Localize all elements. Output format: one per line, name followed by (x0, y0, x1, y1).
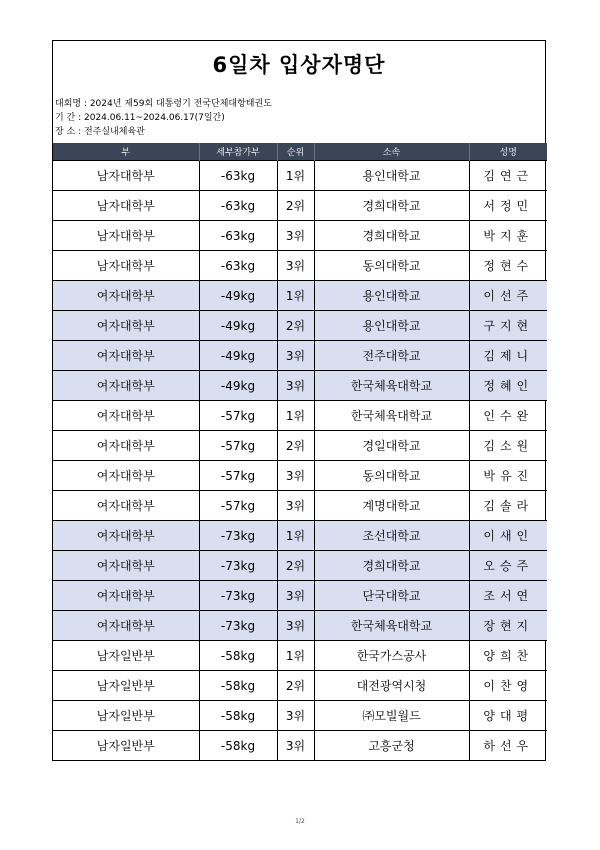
cell-name: 김솔라 (469, 491, 547, 521)
cell-rank: 2위 (277, 551, 314, 581)
cell-rank: 2위 (277, 191, 314, 221)
cell-name: 김소원 (469, 431, 547, 461)
cell-team: 한국가스공사 (314, 641, 469, 671)
cell-name: 구지현 (469, 311, 547, 341)
table-row (53, 221, 547, 251)
cell-team: 한국체육대학교 (314, 611, 469, 641)
table-row (53, 251, 547, 281)
cell-rank: 3위 (277, 341, 314, 371)
cell-weight-class: -57kg (199, 461, 277, 491)
event-period-line: 기 간 : 2024.06.11~2024.06.17(7일간) (55, 113, 225, 123)
cell-weight-class: -49kg (199, 281, 277, 311)
cell-name: 양희찬 (469, 641, 547, 671)
cell-weight-class: -73kg (199, 521, 277, 551)
cell-weight-class: -49kg (199, 341, 277, 371)
table-row (53, 731, 547, 761)
cell-name: 박지훈 (469, 221, 547, 251)
table-row (53, 401, 547, 431)
cell-weight-class: -57kg (199, 401, 277, 431)
cell-rank: 3위 (277, 491, 314, 521)
table-row (53, 491, 547, 521)
cell-rank: 3위 (277, 581, 314, 611)
cell-division: 여자대학부 (53, 371, 199, 401)
cell-team: 용인대학교 (314, 311, 469, 341)
header-rank: 순위 (277, 143, 314, 161)
table-row (53, 461, 547, 491)
cell-weight-class: -57kg (199, 491, 277, 521)
cell-team: 한국체육대학교 (314, 401, 469, 431)
cell-name: 김제니 (469, 341, 547, 371)
cell-division: 여자대학부 (53, 341, 199, 371)
cell-weight-class: -63kg (199, 221, 277, 251)
table-row (53, 611, 547, 641)
cell-name: 이새인 (469, 521, 547, 551)
table-row (53, 341, 547, 371)
cell-team: 고흥군청 (314, 731, 469, 761)
cell-name: 정혜인 (469, 371, 547, 401)
event-venue-line: 장 소 : 전주실내체육관 (55, 127, 145, 137)
cell-division: 남자대학부 (53, 251, 199, 281)
cell-name: 이선주 (469, 281, 547, 311)
header-division: 부 (53, 143, 199, 161)
cell-rank: 1위 (277, 641, 314, 671)
cell-name: 김연근 (469, 161, 547, 191)
cell-team: 경희대학교 (314, 551, 469, 581)
cell-team: 경희대학교 (314, 191, 469, 221)
cell-division: 여자대학부 (53, 491, 199, 521)
table-row (53, 641, 547, 671)
cell-weight-class: -58kg (199, 701, 277, 731)
cell-division: 남자일반부 (53, 671, 199, 701)
cell-weight-class: -58kg (199, 671, 277, 701)
cell-team: 동의대학교 (314, 461, 469, 491)
table-row (53, 311, 547, 341)
cell-division: 여자대학부 (53, 401, 199, 431)
cell-weight-class: -58kg (199, 731, 277, 761)
cell-division: 남자대학부 (53, 191, 199, 221)
cell-weight-class: -73kg (199, 611, 277, 641)
cell-weight-class: -73kg (199, 581, 277, 611)
cell-weight-class: -57kg (199, 431, 277, 461)
cell-rank: 3위 (277, 611, 314, 641)
cell-rank: 1위 (277, 521, 314, 551)
cell-weight-class: -73kg (199, 551, 277, 581)
cell-division: 여자대학부 (53, 281, 199, 311)
cell-team: 계명대학교 (314, 491, 469, 521)
header-team: 소속 (314, 143, 469, 161)
table-row (53, 431, 547, 461)
cell-team: 경희대학교 (314, 221, 469, 251)
cell-rank: 1위 (277, 161, 314, 191)
cell-name: 하선우 (469, 731, 547, 761)
table-row (53, 581, 547, 611)
cell-name: 오승주 (469, 551, 547, 581)
table-row (53, 521, 547, 551)
table-header-row (53, 143, 547, 161)
header-weight-class: 세부참가부 (199, 143, 277, 161)
cell-name: 이찬영 (469, 671, 547, 701)
cell-division: 남자대학부 (53, 221, 199, 251)
cell-division: 여자대학부 (53, 581, 199, 611)
cell-rank: 2위 (277, 431, 314, 461)
cell-division: 여자대학부 (53, 461, 199, 491)
cell-weight-class: -63kg (199, 161, 277, 191)
table-row (53, 671, 547, 701)
cell-rank: 1위 (277, 281, 314, 311)
cell-rank: 3위 (277, 701, 314, 731)
cell-weight-class: -49kg (199, 311, 277, 341)
cell-rank: 3위 (277, 371, 314, 401)
cell-team: 경일대학교 (314, 431, 469, 461)
cell-division: 여자대학부 (53, 311, 199, 341)
cell-team: 대전광역시청 (314, 671, 469, 701)
page-title: 6일차 입상자명단 (212, 53, 386, 77)
cell-weight-class: -63kg (199, 191, 277, 221)
cell-weight-class: -63kg (199, 251, 277, 281)
table-row (53, 281, 547, 311)
cell-rank: 3위 (277, 731, 314, 761)
cell-rank: 3위 (277, 251, 314, 281)
cell-name: 장현지 (469, 611, 547, 641)
cell-rank: 2위 (277, 311, 314, 341)
cell-division: 남자일반부 (53, 701, 199, 731)
cell-team: ㈜모빌월드 (314, 701, 469, 731)
cell-division: 여자대학부 (53, 611, 199, 641)
cell-division: 여자대학부 (53, 431, 199, 461)
cell-division: 남자일반부 (53, 641, 199, 671)
table-row (53, 551, 547, 581)
cell-weight-class: -49kg (199, 371, 277, 401)
cell-team: 동의대학교 (314, 251, 469, 281)
cell-team: 조선대학교 (314, 521, 469, 551)
cell-team: 전주대학교 (314, 341, 469, 371)
cell-team: 용인대학교 (314, 281, 469, 311)
event-info (53, 89, 545, 143)
cell-name: 조서연 (469, 581, 547, 611)
table-row (53, 161, 547, 191)
cell-name: 서정민 (469, 191, 547, 221)
page-number: 1/2 (295, 818, 305, 825)
winners-table (53, 143, 547, 760)
cell-rank: 3위 (277, 221, 314, 251)
cell-rank: 2위 (277, 671, 314, 701)
cell-team: 단국대학교 (314, 581, 469, 611)
cell-weight-class: -58kg (199, 641, 277, 671)
table-row (53, 701, 547, 731)
cell-rank: 3위 (277, 461, 314, 491)
table-row (53, 191, 547, 221)
event-name-line: 대회명 : 2024년 제59회 대통령기 전국단체대항태권도 (55, 99, 272, 109)
cell-name: 양대평 (469, 701, 547, 731)
cell-name: 박유진 (469, 461, 547, 491)
cell-name: 인수완 (469, 401, 547, 431)
cell-team: 한국체육대학교 (314, 371, 469, 401)
cell-division: 여자대학부 (53, 521, 199, 551)
results-sheet (52, 40, 546, 761)
cell-team: 용인대학교 (314, 161, 469, 191)
cell-division: 여자대학부 (53, 551, 199, 581)
header-name: 성명 (469, 143, 547, 161)
cell-rank: 1위 (277, 401, 314, 431)
cell-division: 남자대학부 (53, 161, 199, 191)
table-row (53, 371, 547, 401)
cell-name: 정현수 (469, 251, 547, 281)
cell-division: 남자일반부 (53, 731, 199, 761)
